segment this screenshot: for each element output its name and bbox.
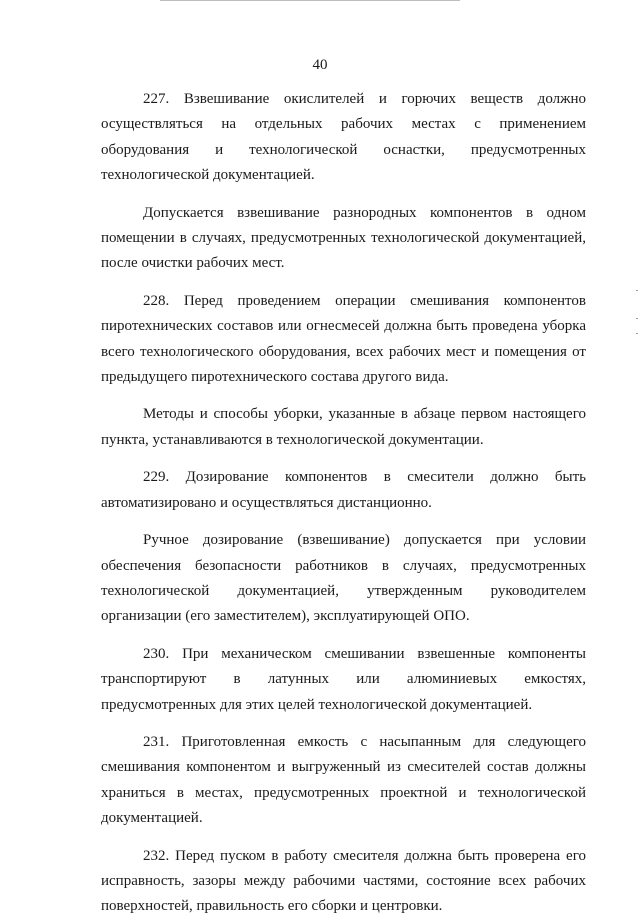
document-body — [101, 87, 586, 920]
paragraph-227: 227. Взвешивание окислителей и горючих веществ должно осуществляться на отдельных рабочих местах с применением оборудования и технологической оснастки, предусмотренных технологической документацией. — [101, 91, 586, 184]
scan-top-edge — [160, 0, 460, 1]
scan-edge-mark — [636, 290, 638, 291]
paragraph-228-note: Методы и способы уборки, указанные в абзаце первом настоящего пункта, устанавливаются в технологической документации. — [101, 406, 586, 448]
paragraph-229-note: Ручное дозирование (взвешивание) допускается при условии обеспечения безопасности работников в случаях, предусмотренных технологической документацией, утвержденным руководителем организации (его заместителем), эксплуатирующей ОПО. — [101, 532, 586, 625]
page-number: 40 — [312, 57, 328, 73]
paragraph-231: 231. Приготовленная емкость с насыпанным для следующего смешивания компонентом и выгруженный из смесителей состав должны храниться в местах, предусмотренных проектной и технологической документацией. — [101, 733, 586, 827]
paragraph-229: 229. Дозирование компонентов в смесители должно быть автоматизировано и осуществляться дистанционно. — [101, 469, 586, 511]
paragraph-232: 232. Перед пуском в работу смесителя должна быть проверена его исправность, зазоры между рабочими частями, состояние всех рабочих поверхностей, правильность его сборки и центровки. — [101, 847, 586, 915]
paragraph-227-note: Допускается взвешивание разнородных компонентов в одном помещении в случаях, предусмотренных технологической документацией, после очистки рабочих мест. — [101, 204, 586, 272]
scan-edge-mark — [636, 333, 638, 334]
paragraph-230: 230. При механическом смешивании взвешенные компоненты транспортируют в латунных или алюминиевых емкостях, предусмотренных для этих целей технологической документацией. — [101, 645, 586, 713]
scan-edge-mark — [636, 318, 638, 319]
paragraph-228: 228. Перед проведением операции смешивания компонентов пиротехнических составов или огнесмесей должна быть проведена уборка всего технологического оборудования, всех рабочих мест и помещения от предыдущего пиротехнического состава другого вида. — [101, 292, 586, 386]
